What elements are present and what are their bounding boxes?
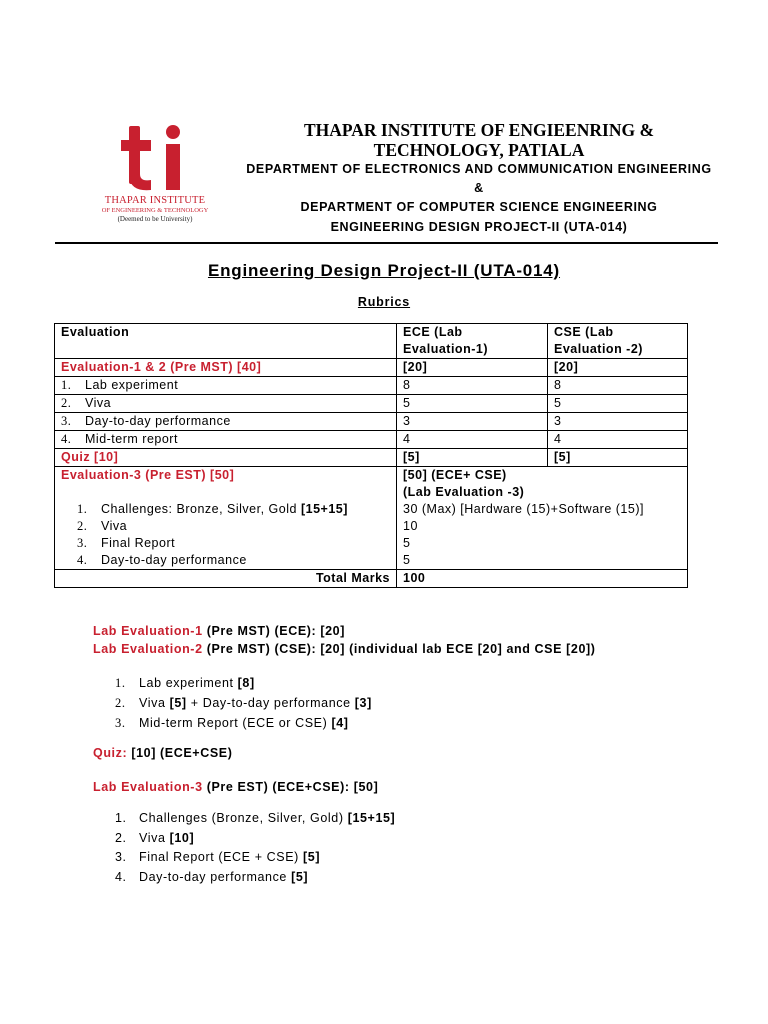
table-row <box>55 413 688 431</box>
eval12-item-ece: 5 <box>397 395 548 413</box>
eval3-item-value: 5 <box>403 536 411 550</box>
eval3-item-value: 5 <box>403 553 411 567</box>
list-item: 4. Day-to-day performance [5] <box>115 870 309 884</box>
quiz-line: Quiz: [10] (ECE+CSE) <box>93 746 233 760</box>
eval3-item-label: 2. Viva <box>77 519 128 533</box>
total-value: 100 <box>397 570 688 588</box>
quiz-ece: [5] <box>397 449 548 467</box>
institute-name-line2: TECHNOLOGY, PATIALA <box>373 140 585 160</box>
logo-text-deemed: (Deemed to be University) <box>117 215 193 223</box>
rubrics-heading: Rubrics <box>357 295 411 309</box>
department-ampersand: & <box>474 181 484 195</box>
eval12-ece: [20] <box>397 359 548 377</box>
eval3-label-cell <box>55 467 397 570</box>
table-row-eval3 <box>55 467 688 570</box>
institute-name-line1: THAPAR INSTITUTE OF ENGIEENRING & <box>303 120 655 140</box>
eval3-combined: [50] (ECE+ CSE) <box>403 468 507 482</box>
list-item: 1. Challenges (Bronze, Silver, Gold) [15+15] <box>115 811 396 825</box>
lab-evaluation-1-line: Lab Evaluation-1 (Pre MST) (ECE): [20] <box>93 624 345 638</box>
course-code: ENGINEERING DESIGN PROJECT-II (UTA-014) <box>330 220 628 234</box>
table-header-row <box>55 324 688 359</box>
quiz-label: Quiz [10] <box>55 449 397 467</box>
eval12-item-cse: 8 <box>548 377 688 395</box>
department-ece: DEPARTMENT OF ELECTRONICS AND COMMUNICATION ENGINEERING <box>246 162 712 176</box>
eval12-item-label: 3. Day-to-day performance <box>55 413 397 431</box>
logo-text-institute: THAPAR INSTITUTE <box>104 195 206 206</box>
department-cse: DEPARTMENT OF COMPUTER SCIENCE ENGINEERING <box>300 200 658 214</box>
eval3-item-label: 3. Final Report <box>77 536 176 550</box>
total-label: Total Marks <box>55 570 397 588</box>
eval3-label: Evaluation-3 (Pre EST) [50] <box>61 468 235 482</box>
table-row <box>55 377 688 395</box>
eval12-item-cse: 4 <box>548 431 688 449</box>
list-item: 2. Viva [10] <box>115 831 195 845</box>
thapar-logo-icon <box>121 122 191 196</box>
eval12-item-label: 4. Mid-term report <box>55 431 397 449</box>
header-ece: ECE (Lab Evaluation-1) <box>397 324 548 359</box>
table-row-quiz <box>55 449 688 467</box>
eval3-item-label: 1. Challenges: Bronze, Silver, Gold [15+15] <box>77 502 348 516</box>
eval12-cse: [20] <box>548 359 688 377</box>
eval12-item-ece: 4 <box>397 431 548 449</box>
header-cse: CSE (Lab Evaluation -2) <box>548 324 688 359</box>
header-divider <box>55 242 718 244</box>
lab-evaluation-2-line: Lab Evaluation-2 (Pre MST) (CSE): [20] (individual lab ECE [20] and CSE [20]) <box>93 642 596 656</box>
quiz-cse: [5] <box>548 449 688 467</box>
list-item: 2. Viva [5] + Day-to-day performance [3] <box>115 696 372 710</box>
rubrics-table <box>54 323 688 588</box>
table-row <box>55 395 688 413</box>
list-item: 1. Lab experiment [8] <box>115 676 255 690</box>
eval3-lab-evaluation: (Lab Evaluation -3) <box>403 485 525 499</box>
table-row-total <box>55 570 688 588</box>
lab-evaluation-3-line: Lab Evaluation-3 (Pre EST) (ECE+CSE): [50] <box>93 780 379 794</box>
eval12-label: Evaluation-1 & 2 (Pre MST) [40] <box>55 359 397 377</box>
eval12-item-ece: 3 <box>397 413 548 431</box>
list-item: 3. Mid-term Report (ECE or CSE) [4] <box>115 716 349 730</box>
eval12-item-cse: 5 <box>548 395 688 413</box>
eval3-item-label: 4. Day-to-day performance <box>77 553 247 567</box>
eval3-values-cell <box>397 467 688 570</box>
page-title: Engineering Design Project-II (UTA-014) <box>207 261 561 280</box>
eval12-item-ece: 8 <box>397 377 548 395</box>
eval12-item-cse: 3 <box>548 413 688 431</box>
eval3-item-value: 10 <box>403 519 418 533</box>
table-row <box>55 431 688 449</box>
table-row-eval12 <box>55 359 688 377</box>
header-evaluation: Evaluation <box>55 324 397 359</box>
eval12-item-label: 2. Viva <box>55 395 397 413</box>
eval3-item-value: 30 (Max) [Hardware (15)+Software (15)] <box>403 502 644 516</box>
logo-text-engineering: OF ENGINEERING & TECHNOLOGY <box>101 207 209 214</box>
list-item: 3. Final Report (ECE + CSE) [5] <box>115 850 321 864</box>
eval12-item-label: 1. Lab experiment <box>55 377 397 395</box>
